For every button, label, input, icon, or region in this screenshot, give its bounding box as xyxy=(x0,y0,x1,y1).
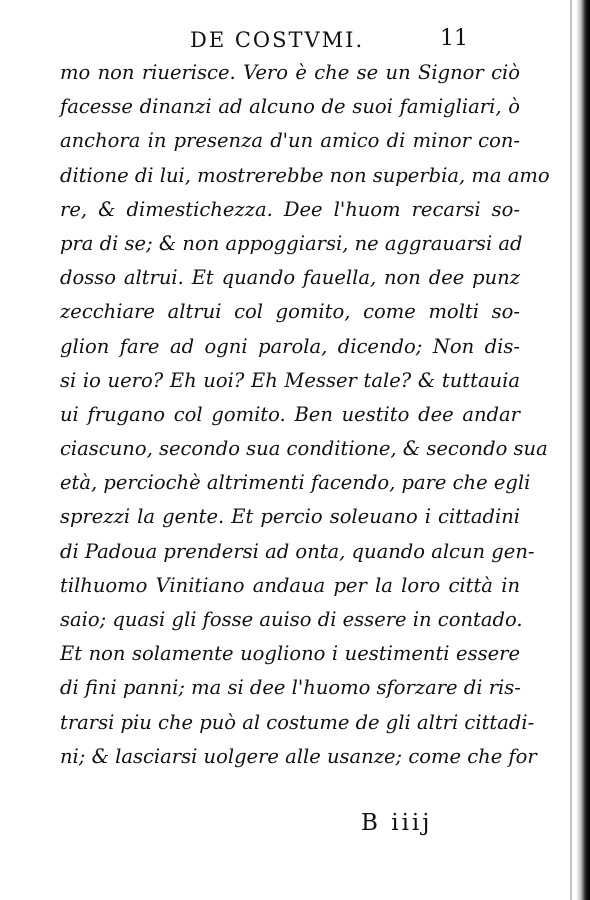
text-line: ditione di lui, mostrerebbe non superbia, ma amo xyxy=(60,163,550,187)
text-line: re, & dimestichezza. Dee l'huom recarsi so- xyxy=(60,197,520,221)
text-line: ni; & lasciarsi uolgere alle usanze; come che for xyxy=(60,744,537,768)
text-line: saio; quasi gli fosse auiso di essere in contado. xyxy=(60,608,523,631)
text-line: trarsi piu che può al costume de gli altri cittadi- xyxy=(60,710,535,734)
text-line: sprezzi la gente. Et percio soleuano i cittadini xyxy=(60,505,520,529)
body-text xyxy=(60,56,550,774)
text-line: zecchiare altrui col gomito, come molti so- xyxy=(60,300,520,324)
signature-mark: B iiij xyxy=(361,810,433,836)
text-line: età, perciochè altrimenti facendo, pare che egli xyxy=(60,471,531,495)
text-line: pra di se; & non appoggiarsi, ne aggrauarsi ad xyxy=(60,231,523,255)
page-number: 11 xyxy=(440,26,468,51)
text-line: anchora in presenza d'un amico di minor con- xyxy=(60,129,520,153)
text-line: di fini panni; ma si dee l'huomo sforzare di ris- xyxy=(60,676,521,700)
text-line: ui frugano col gomito. Ben uestito dee andar xyxy=(60,402,520,426)
text-line: Et non solamente uogliono i uestimenti essere xyxy=(60,642,520,666)
text-line: facesse dinanzi ad alcuno de suoi famigliari, ò xyxy=(60,95,520,119)
page-edge-shadow xyxy=(576,0,590,900)
text-line: ciascuno, secondo sua conditione, & secondo sua xyxy=(60,437,548,461)
text-line: dosso altrui. Et quando fauella, non dee punz xyxy=(60,266,520,290)
text-line: di Padoua prendersi ad onta, quando alcun gen- xyxy=(60,539,535,563)
text-line: glion fare ad ogni parola, dicendo; Non dis- xyxy=(60,334,520,358)
running-title: DE COSTVMI. xyxy=(190,28,365,52)
text-line: si io uero? Eh uoi? Eh Messer tale? & tuttauia xyxy=(60,368,520,392)
text-line: tilhuomo Vinitiano andaua per la loro città in xyxy=(60,573,520,597)
page-header xyxy=(0,26,590,56)
text-line: mo non riuerisce. Vero è che se un Signor ciò xyxy=(60,61,520,84)
